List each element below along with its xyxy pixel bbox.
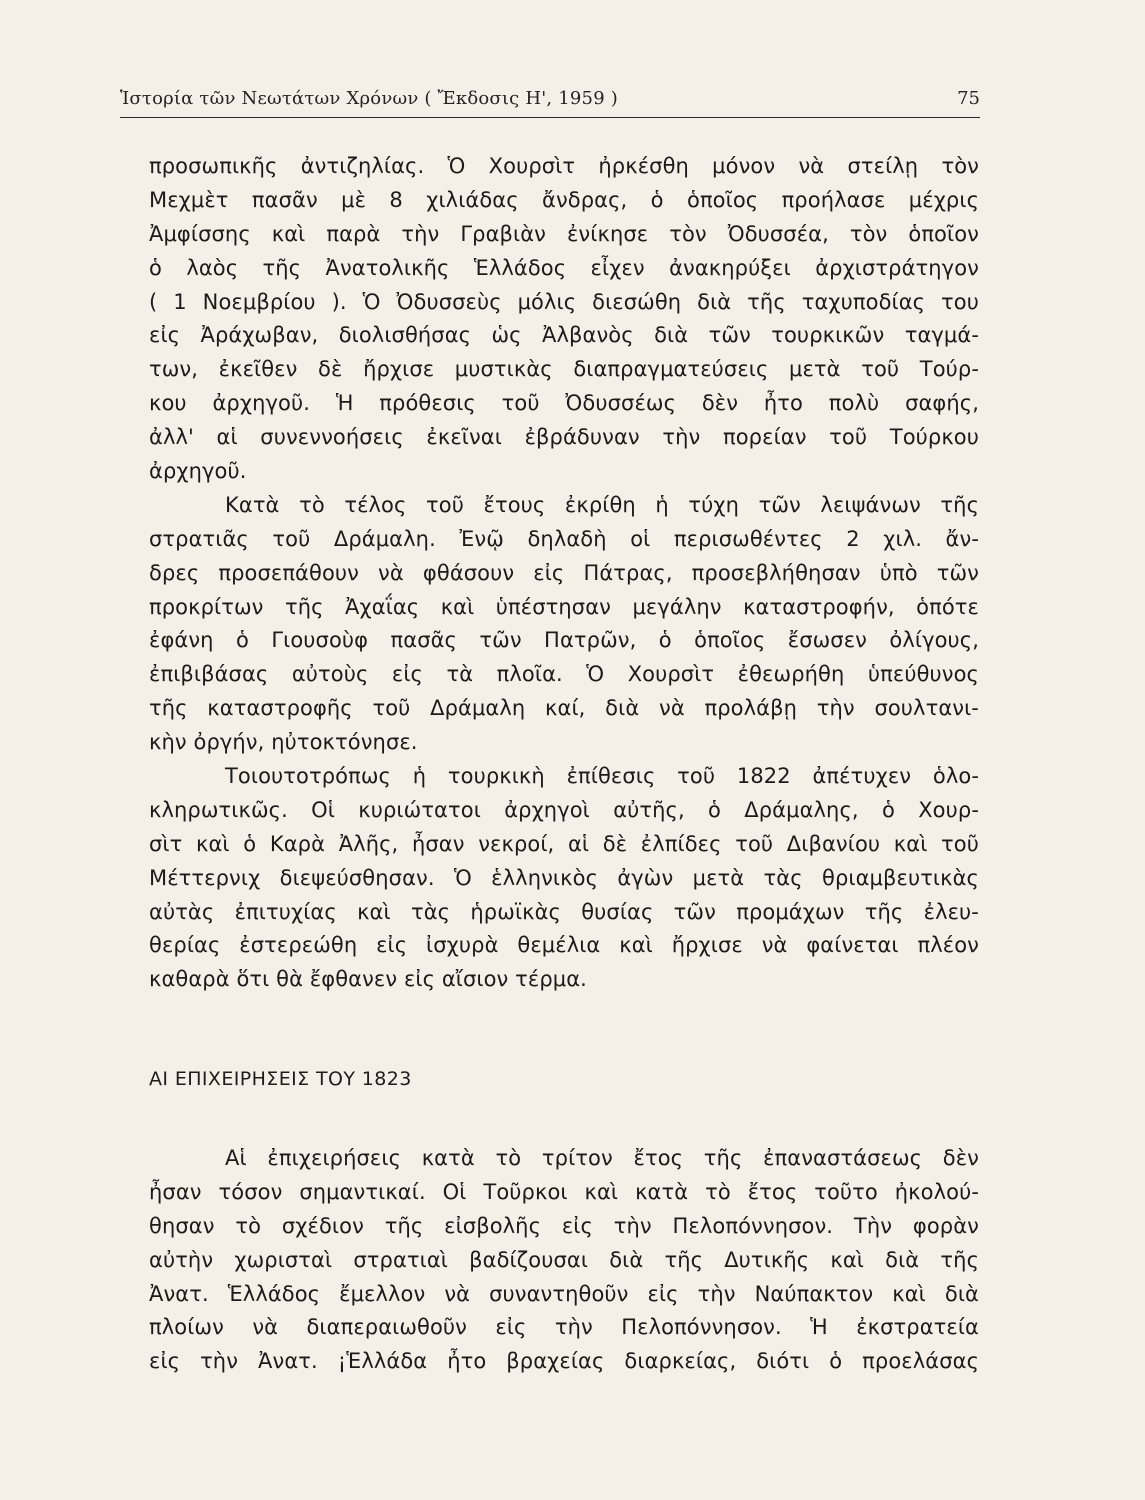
text-line: εἰς τὴν Ἀνατ. ¡Ἑλλάδα ἦτο βραχείας διαρκείας, διότι ὁ προελάσας <box>149 1349 979 1374</box>
text-line: κου ἀρχηγοῦ. Ἡ πρόθεσις τοῦ Ὀδυσσέως δὲν ἦτο πολὺ σαφής, <box>149 391 979 416</box>
text-line: Τοιουτοτρόπως ἡ τουρκικὴ ἐπίθεσις τοῦ 1822 ἀπέτυχεν ὁλο- <box>225 764 979 789</box>
text-line: προσωπικῆς ἀντιζηλίας. Ὁ Χουρσὶτ ἠρκέσθη μόνον νὰ στείλῃ τὸν <box>149 154 979 178</box>
text-line: αὐτὰς ἐπιτυχίας καὶ τὰς ἡρωϊκὰς θυσίας τῶν προμάχων τῆς ἐλευ- <box>149 899 979 924</box>
page-number: 75 <box>957 88 980 109</box>
text-line: δρες προσεπάθουν νὰ φθάσουν εἰς Πάτρας, προσεβλήθησαν ὑπὸ τῶν <box>149 560 979 585</box>
text-line: ἐφάνη ὁ Γιουσοὺφ πασᾶς τῶν Πατρῶν, ὁ ὁποῖος ἔσωσεν ὀλίγους, <box>149 628 979 653</box>
text-line: των, ἐκεῖθεν δὲ ἤρχισε μυστικὰς διαπραγματεύσεις μετὰ τοῦ Τούρ- <box>149 357 979 382</box>
text-line: ἦσαν τόσον σημαντικαί. Οἱ Τοῦρκοι καὶ κατὰ τὸ ἔτος τοῦτο ἠκολού- <box>149 1179 979 1204</box>
text-line: προκρίτων τῆς Ἀχαΐας καὶ ὑπέστησαν μεγάλην καταστροφήν, ὁπότε <box>149 594 979 619</box>
text-line: θησαν τὸ σχέδιον τῆς εἰσβολῆς εἰς τὴν Πελοπόννησον. Τὴν φορὰν <box>149 1213 979 1238</box>
text-line: ( 1 Νοεμβρίου ). Ὁ Ὀδυσσεὺς μόλις διεσώθη διὰ τῆς ταχυποδίας του <box>149 289 979 314</box>
paragraph <box>149 760 979 997</box>
text-line: Ἀμφίσσης καὶ παρὰ τὴν Γραβιὰν ἐνίκησε τὸν Ὀδυσσέα, τὸν ὁποῖον <box>149 221 979 246</box>
paragraph <box>149 150 979 489</box>
text-line: κὴν ὀργήν, ηὐτοκτόνησε. <box>149 730 418 755</box>
running-head <box>120 82 980 116</box>
text-line: ἀλλ' αἱ συνεννοήσεις ἐκεῖναι ἐβράδυναν τὴν πορείαν τοῦ Τούρκου <box>149 425 979 450</box>
paragraph <box>149 489 979 760</box>
text-line: ἀρχηγοῦ. <box>149 459 247 484</box>
main-text <box>149 150 979 997</box>
section-paragraph <box>149 1142 979 1379</box>
header-rule <box>120 117 980 118</box>
text-line: εἰς Ἀράχωβαν, διολισθήσας ὡς Ἀλβανὸς διὰ τῶν τουρκικῶν ταγμά- <box>149 323 979 348</box>
text-line: αὐτὴν χωρισταὶ στρατιαὶ βαδίζουσαι διὰ τῆς Δυτικῆς καὶ διὰ τῆς <box>149 1247 979 1272</box>
text-line: στρατιᾶς τοῦ Δράμαλη. Ἐνῷ δηλαδὴ οἱ περισωθέντες 2 χιλ. ἄν- <box>149 526 979 551</box>
text-line: κληρωτικῶς. Οἱ κυριώτατοι ἀρχηγοὶ αὐτῆς, ὁ Δράμαλης, ὁ Χουρ- <box>149 797 979 822</box>
text-line: Αἱ ἐπιχειρήσεις κατὰ τὸ τρίτον ἔτος τῆς ἐπαναστάσεως δὲν <box>225 1146 979 1170</box>
section-heading: ΑΙ ΕΠΙΧΕΙΡΗΣΕΙΣ ΤΟΥ 1823 <box>149 1068 412 1090</box>
text-line: πλοίων νὰ διαπεραιωθοῦν εἰς τὴν Πελοπόννησον. Ἡ ἐκστρατεία <box>149 1315 979 1340</box>
text-line: Μεχμὲτ πασᾶν μὲ 8 χιλιάδας ἄνδρας, ὁ ὁποῖος προήλασε μέχρις <box>149 187 979 212</box>
text-line: ἐπιβιβάσας αὐτοὺς εἰς τὰ πλοῖα. Ὁ Χουρσὶτ ἐθεωρήθη ὑπεύθυνος <box>149 662 979 687</box>
text-line: ὁ λαὸς τῆς Ἀνατολικῆς Ἑλλάδος εἶχεν ἀνακηρύξει ἀρχιστράτηγον <box>149 255 979 280</box>
text-line: Κατὰ τὸ τέλος τοῦ ἔτους ἐκρίθη ἡ τύχη τῶν λειψάνων τῆς <box>225 492 979 517</box>
text-line: σὶτ καὶ ὁ Καρὰ Ἀλῆς, ἦσαν νεκροί, αἱ δὲ ἐλπίδες τοῦ Διβανίου καὶ τοῦ <box>149 831 979 856</box>
text-line: καθαρὰ ὅτι θὰ ἔφθανεν εἰς αἴσιον τέρμα. <box>149 967 587 992</box>
running-title: Ἱστορία τῶν Νεωτάτων Χρόνων ( Ἔκδοσις Η', 1959 ) <box>120 88 619 109</box>
text-line: Ἀνατ. Ἑλλάδος ἔμελλον νὰ συναντηθοῦν εἰς τὴν Ναύπακτον καὶ διὰ <box>149 1281 979 1306</box>
text-line: τῆς καταστροφῆς τοῦ Δράμαλη καί, διὰ νὰ προλάβῃ τὴν σουλτανι- <box>149 696 979 721</box>
text-line: Μέττερνιχ διεψεύσθησαν. Ὁ ἑλληνικὸς ἀγὼν μετὰ τὰς θριαμβευτικὰς <box>149 865 979 890</box>
text-line: θερίας ἐστερεώθη εἰς ἰσχυρὰ θεμέλια καὶ ἤρχισε νὰ φαίνεται πλέον <box>149 933 979 958</box>
